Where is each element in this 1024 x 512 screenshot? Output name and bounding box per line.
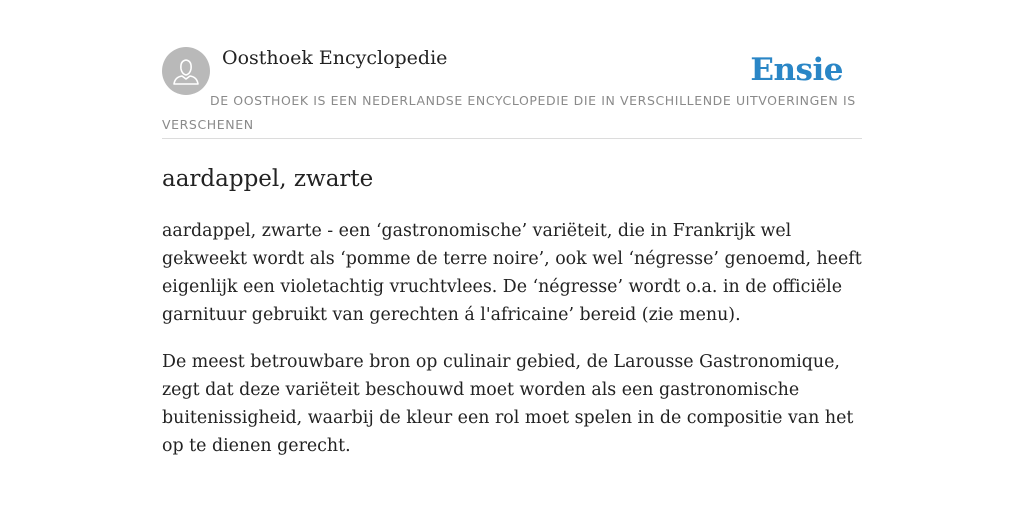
source-name-link[interactable]: Oosthoek Encyclopedie: [222, 47, 448, 69]
page-container: [162, 46, 862, 456]
article-body: [162, 217, 862, 479]
ensie-logo[interactable]: Ensie: [750, 52, 843, 88]
article-title: aardappel, zwarte: [162, 166, 374, 192]
article-paragraph: aardappel, zwarte - een ‘gastronomische’ variëteit, die in Frankrijk wel gekweekt wordt als ‘pomme de terre noire’, ook wel ‘négresse’ genoemd, heeft eigenlijk een violetachtig vruchtvlees. De ‘négresse’ wordt o.a. in de officiële garnituur gebruikt van gerechten á l'africaine’ bereid (zie menu).: [162, 221, 862, 325]
source-header: [162, 46, 862, 139]
article-paragraph: De meest betrouwbare bron op culinair gebied, de Larousse Gastronomique, zegt dat deze variëteit beschouwd moet worden als een gastronomische buitenissigheid, waarbij de kleur een rol moet spelen in de compositie van het op te dienen gerecht.: [162, 352, 854, 456]
source-avatar[interactable]: [162, 47, 210, 95]
user-silhouette-icon: [162, 47, 210, 95]
source-description: DE OOSTHOEK IS EEN NEDERLANDSE ENCYCLOPEDIE DIE IN VERSCHILLENDE UITVOERINGEN IS VERSCHENEN: [162, 93, 856, 132]
